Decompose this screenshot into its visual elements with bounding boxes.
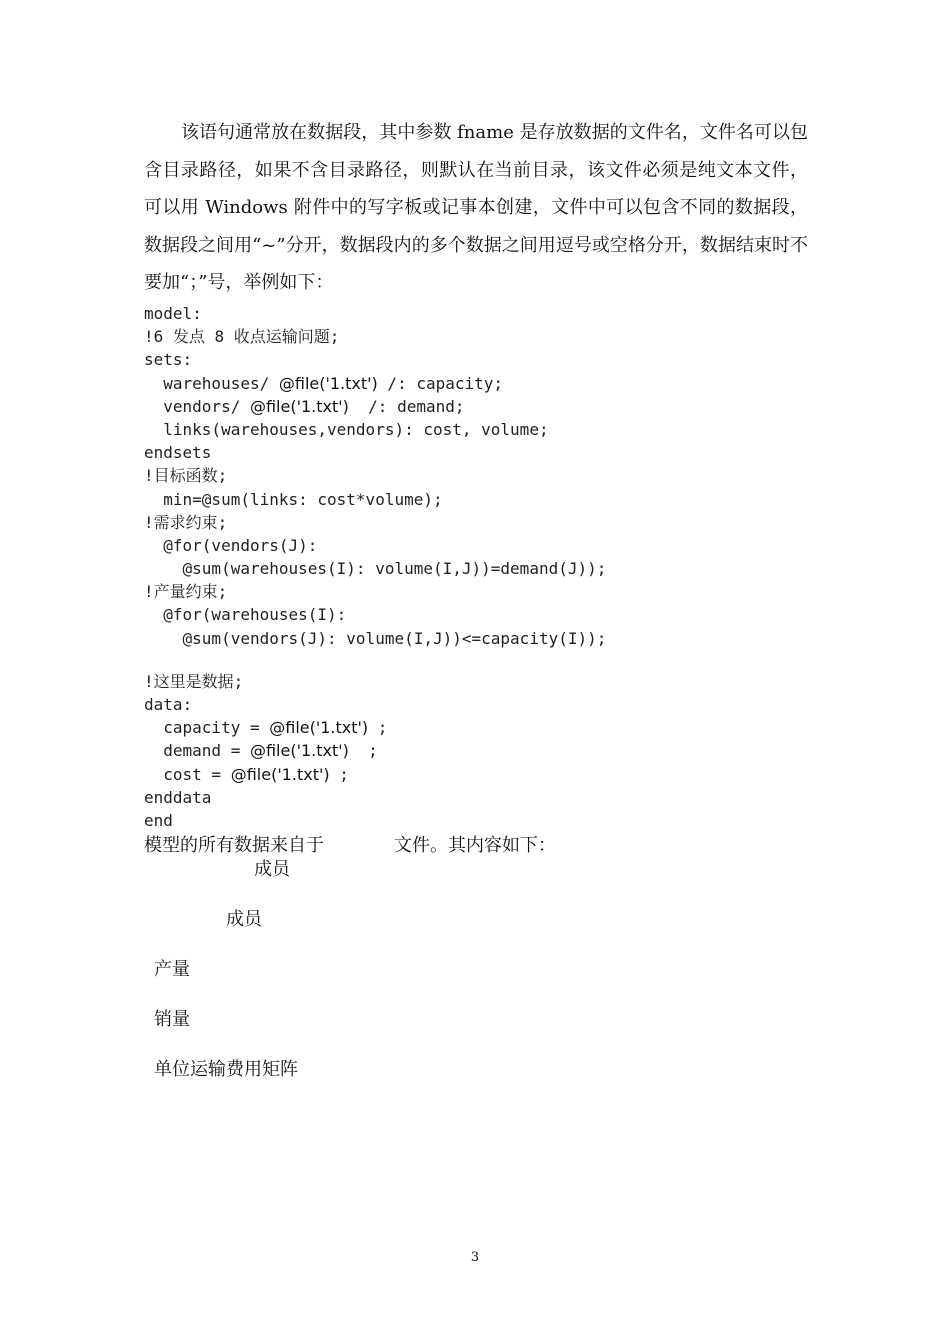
code-text: /: demand; <box>348 396 465 416</box>
code-line: @sum(vendors(J): volume(I,J))<=capacity(I)); <box>144 628 607 648</box>
intro-paragraph <box>144 114 808 302</box>
member-label-1: 成员 <box>254 859 290 880</box>
code-line: !需求约束; <box>144 512 228 532</box>
code-text: ; <box>348 741 378 761</box>
code-line: endsets <box>144 443 212 463</box>
data-source-sentence-end: 文件。其内容如下： <box>394 835 556 856</box>
code-blank-line <box>144 650 606 670</box>
code-line: links(warehouses,vendors): cost, volume; <box>144 419 549 439</box>
code-text: ; <box>329 764 349 784</box>
intro-text: 该语句通常放在数据段，其中参数 fname 是存放数据的文件名，文件名可以包含目录路径，如果不含目录路径，则默认在当前目录，该文件必须是纯文本文件，可以用 Windows 附件中的写字板或记事本创建，文件中可以包含不同的数据段，数据段之间用“~”分开，数据段内的多个数据之间用逗号或空格分开，数据结束时不要加“；”号，举例如下： <box>144 122 808 293</box>
file-function: @file('1.txt') <box>269 718 369 738</box>
code-line: model: <box>144 304 202 323</box>
code-block <box>144 302 606 832</box>
code-text: warehouses/ <box>144 373 279 393</box>
code-text: /: capacity; <box>377 373 504 393</box>
code-line: !目标函数; <box>144 466 228 486</box>
sales-label: 销量 <box>154 1009 190 1030</box>
code-text: ; <box>368 718 388 738</box>
data-source-sentence-start: 模型的所有数据来自于 <box>144 835 324 856</box>
code-line: @sum(warehouses(I): volume(I,J))=demand(J)); <box>144 559 607 579</box>
code-text: vendors/ <box>144 396 250 416</box>
code-line: @for(warehouses(I): <box>144 605 347 625</box>
code-line <box>144 716 606 739</box>
file-function: @file('1.txt') <box>278 373 378 393</box>
page-number: 3 <box>470 1250 480 1265</box>
member-label-2: 成员 <box>226 909 262 930</box>
cost-matrix-label: 单位运输费用矩阵 <box>154 1059 298 1080</box>
file-function: @file('1.txt') <box>249 396 349 416</box>
code-line: !6 发点 8 收点运输问题; <box>144 327 340 347</box>
code-line <box>144 739 606 762</box>
code-line: !产量约束; <box>144 582 228 602</box>
code-text: demand = <box>144 741 250 761</box>
code-line <box>144 763 606 786</box>
code-line: enddata <box>144 787 212 807</box>
file-function: @file('1.txt') <box>249 741 349 761</box>
code-line <box>144 395 606 418</box>
code-line: !这里是数据; <box>144 671 244 691</box>
code-line <box>144 372 606 395</box>
file-function: @file('1.txt') <box>230 764 330 784</box>
code-line: sets: <box>144 350 193 370</box>
production-label: 产量 <box>154 959 190 980</box>
code-line: min=@sum(links: cost*volume); <box>144 489 443 509</box>
code-text: capacity = <box>144 718 270 738</box>
code-line: @for(vendors(J): <box>144 535 318 555</box>
code-text: cost = <box>144 764 231 784</box>
code-line: end <box>144 810 173 830</box>
code-line: data: <box>144 695 193 714</box>
